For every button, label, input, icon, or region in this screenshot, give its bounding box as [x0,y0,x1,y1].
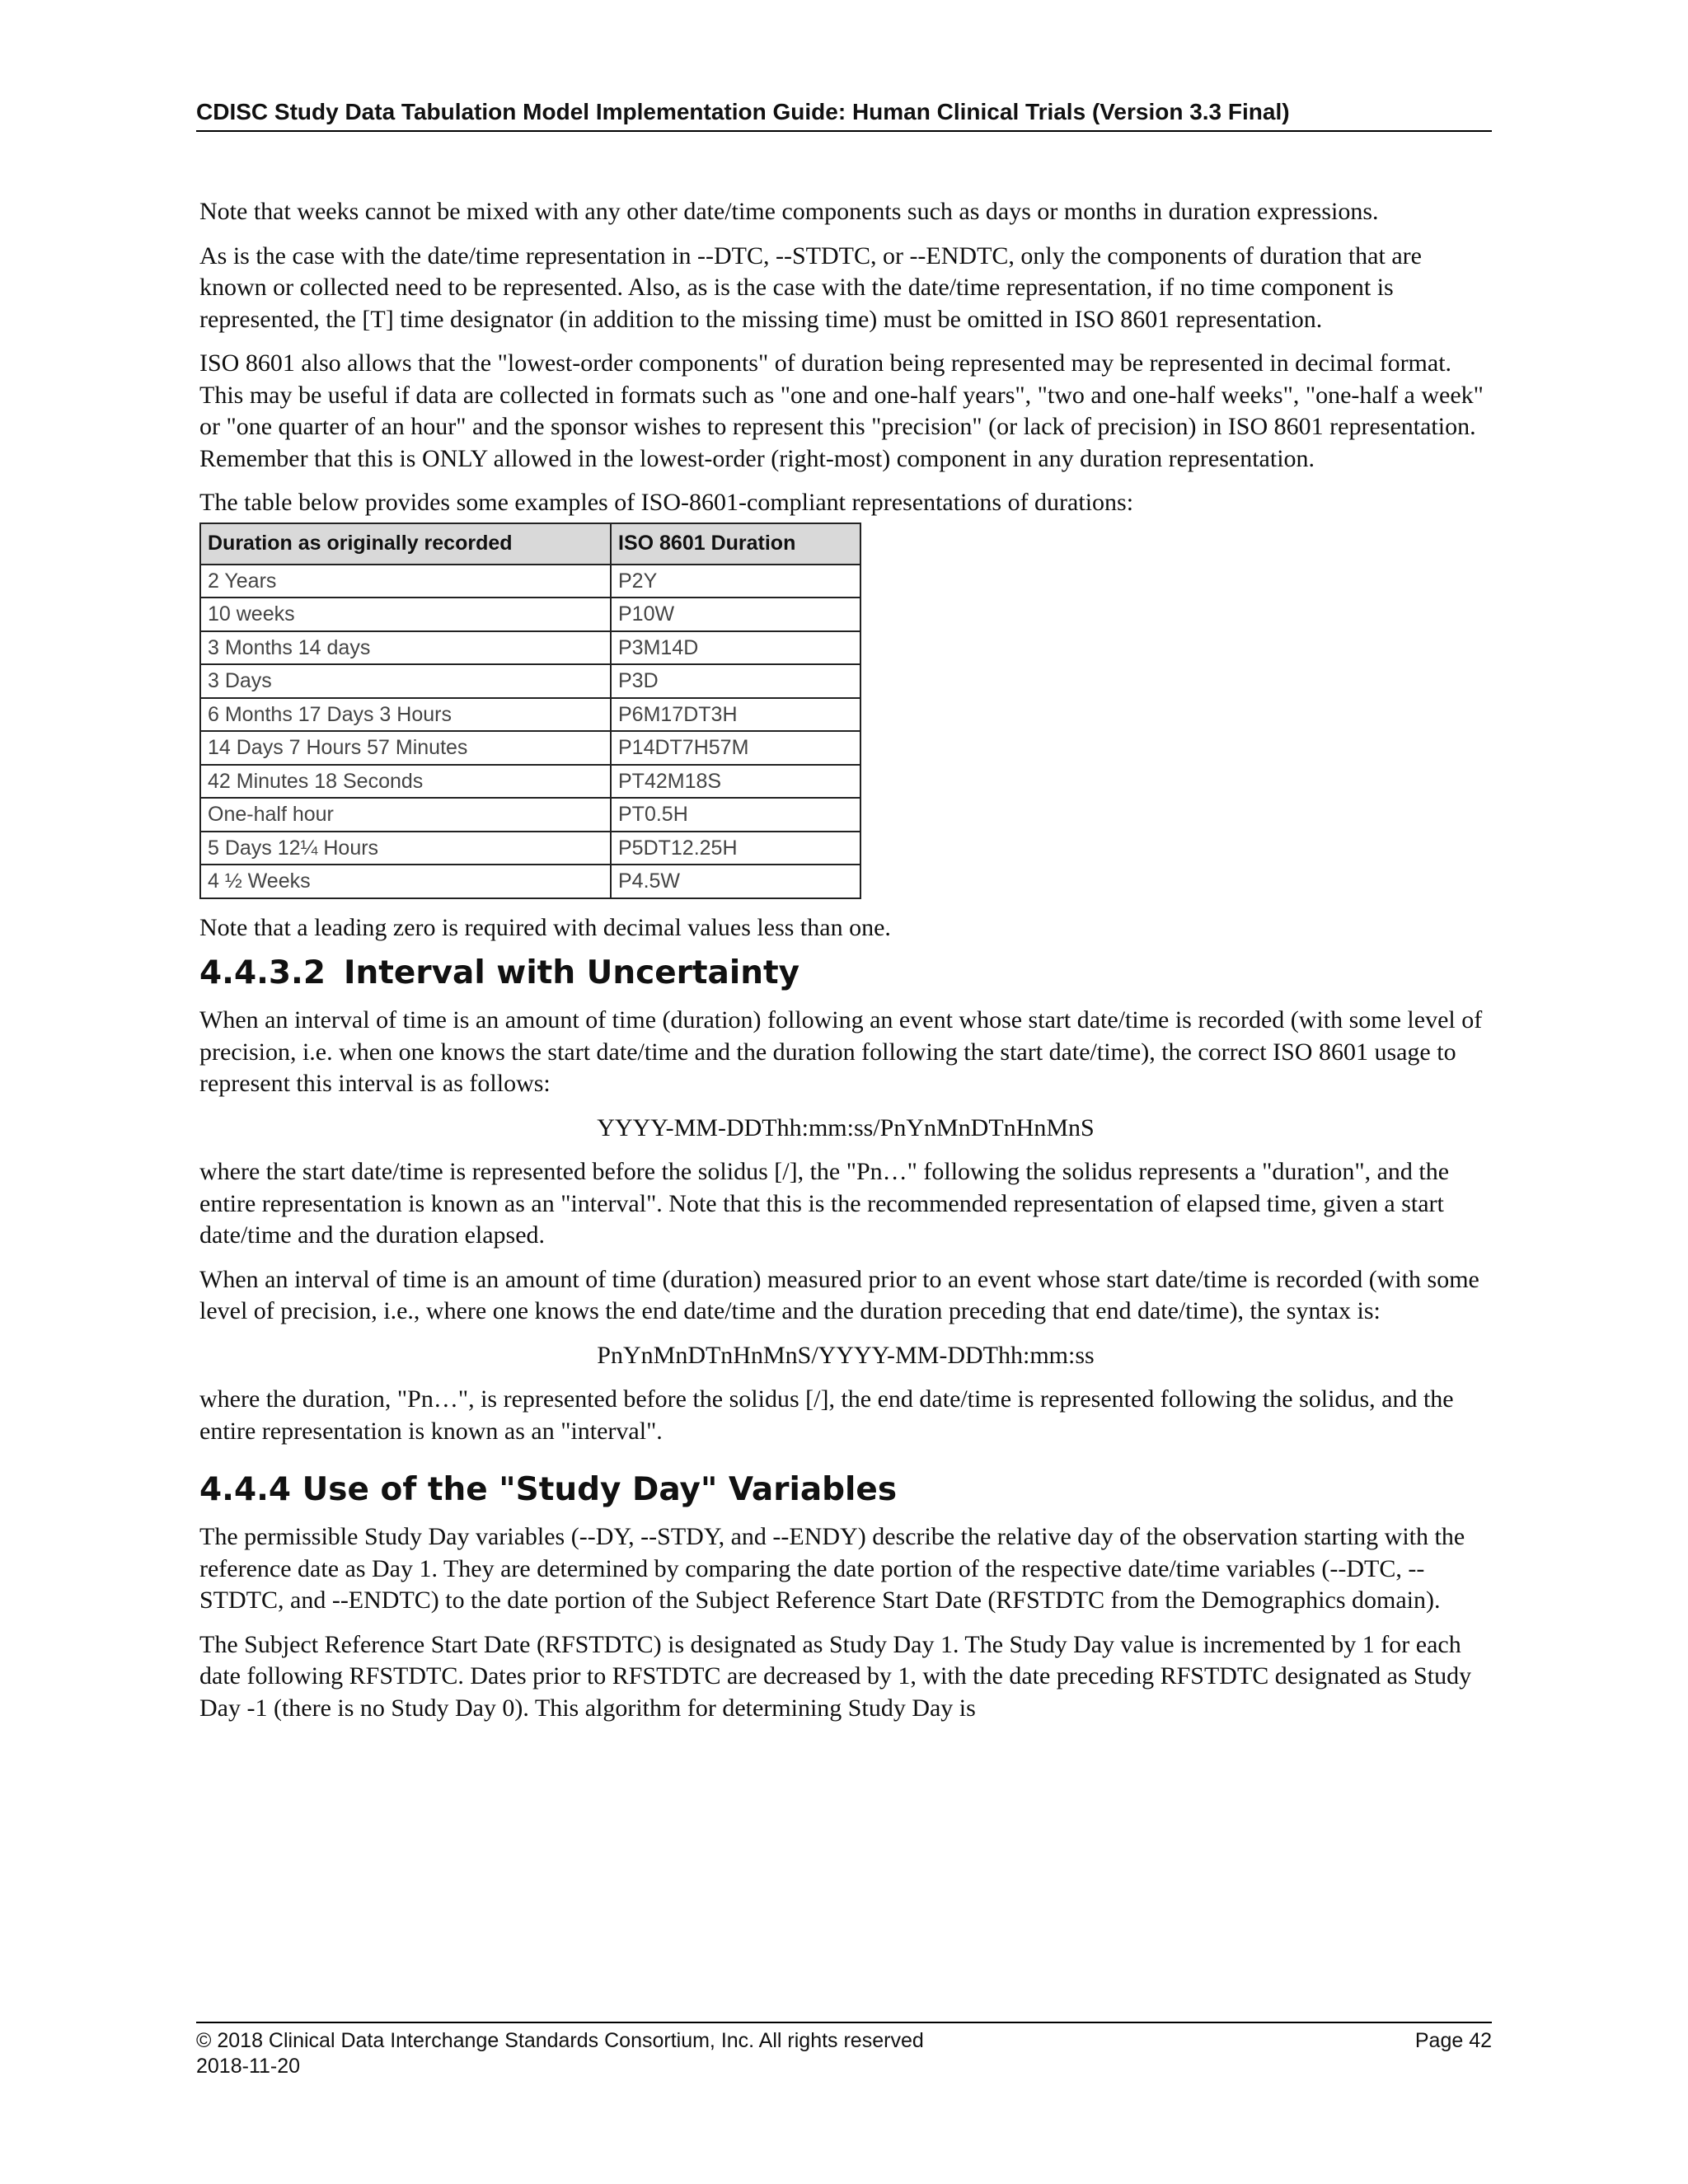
cell-recorded: 3 Days [200,664,611,698]
cell-recorded: 2 Years [200,565,611,598]
table-row [200,832,860,865]
table-row [200,698,860,732]
column-header-iso: ISO 8601 Duration [611,523,860,565]
table-row [200,865,860,898]
cell-iso: P10W [611,598,860,631]
duration-examples-table [199,523,861,899]
formula-start-duration: YYYY-MM-DDThh:mm:ss/PnYnMnDTnHnMnS [597,1113,1095,1141]
footer-date: 2018-11-20 [196,2055,301,2078]
section-title: Interval with Uncertainty [344,954,800,991]
cell-recorded: 4 ½ Weeks [200,865,611,898]
document-body [199,196,1492,1736]
cell-iso: P3M14D [611,631,860,665]
cell-iso: P2Y [611,565,860,598]
cell-iso: PT0.5H [611,798,860,832]
table-row [200,598,860,631]
table-row [200,664,860,698]
cell-iso: P6M17DT3H [611,698,860,732]
section-number: 4.4.3.2 [199,954,326,991]
table-row [200,765,860,799]
table-row [200,731,860,765]
cell-recorded: One-half hour [200,798,611,832]
table-header-row [200,523,860,565]
page-footer [196,2022,1492,2079]
paragraph-table-intro: The table below provides some examples of ISO-8601-compliant representations of durations: [199,489,1134,516]
cell-iso: PT42M18S [611,765,860,799]
paragraph-known-components: As is the case with the date/time representation in --DTC, --STDTC, or --ENDTC, only the components of duration that are known or collected need to be represented. Also, as is the case with the date/time representation, if no time component is represented, the [T] time designator (in addition to the missing time) must be omitted in ISO 8601 representation. [199,241,1422,333]
document-page [196,0,1492,2184]
table-row [200,631,860,665]
paragraph-leading-zero: Note that a leading zero is required with decimal values less than one. [199,913,891,941]
table-row [200,565,860,598]
footer-copyright: © 2018 Clinical Data Interchange Standards Consortium, Inc. All rights reserved [196,2029,924,2052]
paragraph-decimal-format: ISO 8601 also allows that the "lowest-order components" of duration being represented may be represented in decimal format. This may be useful if data are collected in formats such as "one and one-half years", "two and one-half weeks", "one-half a week" or "one quarter of an hour" and the sponsor wishes to represent this "precision" (or lack of precision) in ISO 8601 representation. Remember that this is ONLY allowed in the lowest-order (right-most) component in any duration representation. [199,349,1484,472]
cell-iso: P14DT7H57M [611,731,860,765]
paragraph-interval-following: When an interval of time is an amount of time (duration) following an event whose start date/time is recorded (with some level of precision, i.e. when one knows the start date/time and the duration following the start date/time), the correct ISO 8601 usage to represent this interval is as follows: [199,1006,1483,1097]
cell-recorded: 3 Months 14 days [200,631,611,665]
paragraph-interval-prior: When an interval of time is an amount of time (duration) measured prior to an event whose start date/time is recorded (with some level of precision, i.e., where one knows the end date/time and the duration preceding that end date/time), the syntax is: [199,1265,1479,1324]
cell-iso: P3D [611,664,860,698]
paragraph-study-day-variables: The permissible Study Day variables (--DY, --STDY, and --ENDY) describe the relative day of the observation starting with the reference date as Day 1. They are determined by comparing the date portion of the respective date/time variables (--DTC, --STDTC, and --ENDTC) to the date portion of the Subject Reference Start Date (RFSTDTC from the Demographics domain). [199,1523,1465,1614]
formula-duration-end: PnYnMnDTnHnMnS/YYYY-MM-DDThh:mm:ss [597,1341,1095,1369]
section-heading-study-day: 4.4.4 Use of the "Study Day" Variables [199,1471,898,1508]
footer-row [196,2028,1492,2054]
paragraph-interval-end-explanation: where the duration, "Pn…", is represented before the solidus [/], the end date/time is represented following the solidus, and the entire representation is known as an "interval". [199,1385,1454,1445]
paragraph-study-day-algorithm: The Subject Reference Start Date (RFSTDTC) is designated as Study Day 1. The Study Day value is incremented by 1 for each date following RFSTDTC. Dates prior to RFSTDTC are decreased by 1, with the date preceding RFSTDTC designated as Study Day -1 (there is no Study Day 0). This algorithm for determining Study Day is [199,1630,1472,1722]
paragraph-weeks-note: Note that weeks cannot be mixed with any other date/time components such as days or months in duration expressions. [199,198,1379,225]
cell-iso: P5DT12.25H [611,832,860,865]
column-header-recorded: Duration as originally recorded [200,523,611,565]
cell-recorded: 5 Days 12¼ Hours [200,832,611,865]
footer-page-number: Page 42 [1414,2029,1492,2052]
paragraph-interval-explanation: where the start date/time is represented before the solidus [/], the "Pn…" following the solidus represents a "duration", and the entire representation is known as an "interval". Note that this is the recommended representation of elapsed time, given a start date/time and the duration elapsed. [199,1158,1450,1249]
cell-recorded: 42 Minutes 18 Seconds [200,765,611,799]
cell-recorded: 6 Months 17 Days 3 Hours [200,698,611,732]
cell-recorded: 10 weeks [200,598,611,631]
running-header: CDISC Study Data Tabulation Model Implementation Guide: Human Clinical Trials (Version 3.3 Final) [196,97,1492,132]
section-heading-interval-uncertainty [199,952,1492,995]
cell-recorded: 14 Days 7 Hours 57 Minutes [200,731,611,765]
cell-iso: P4.5W [611,865,860,898]
table-row [200,798,860,832]
